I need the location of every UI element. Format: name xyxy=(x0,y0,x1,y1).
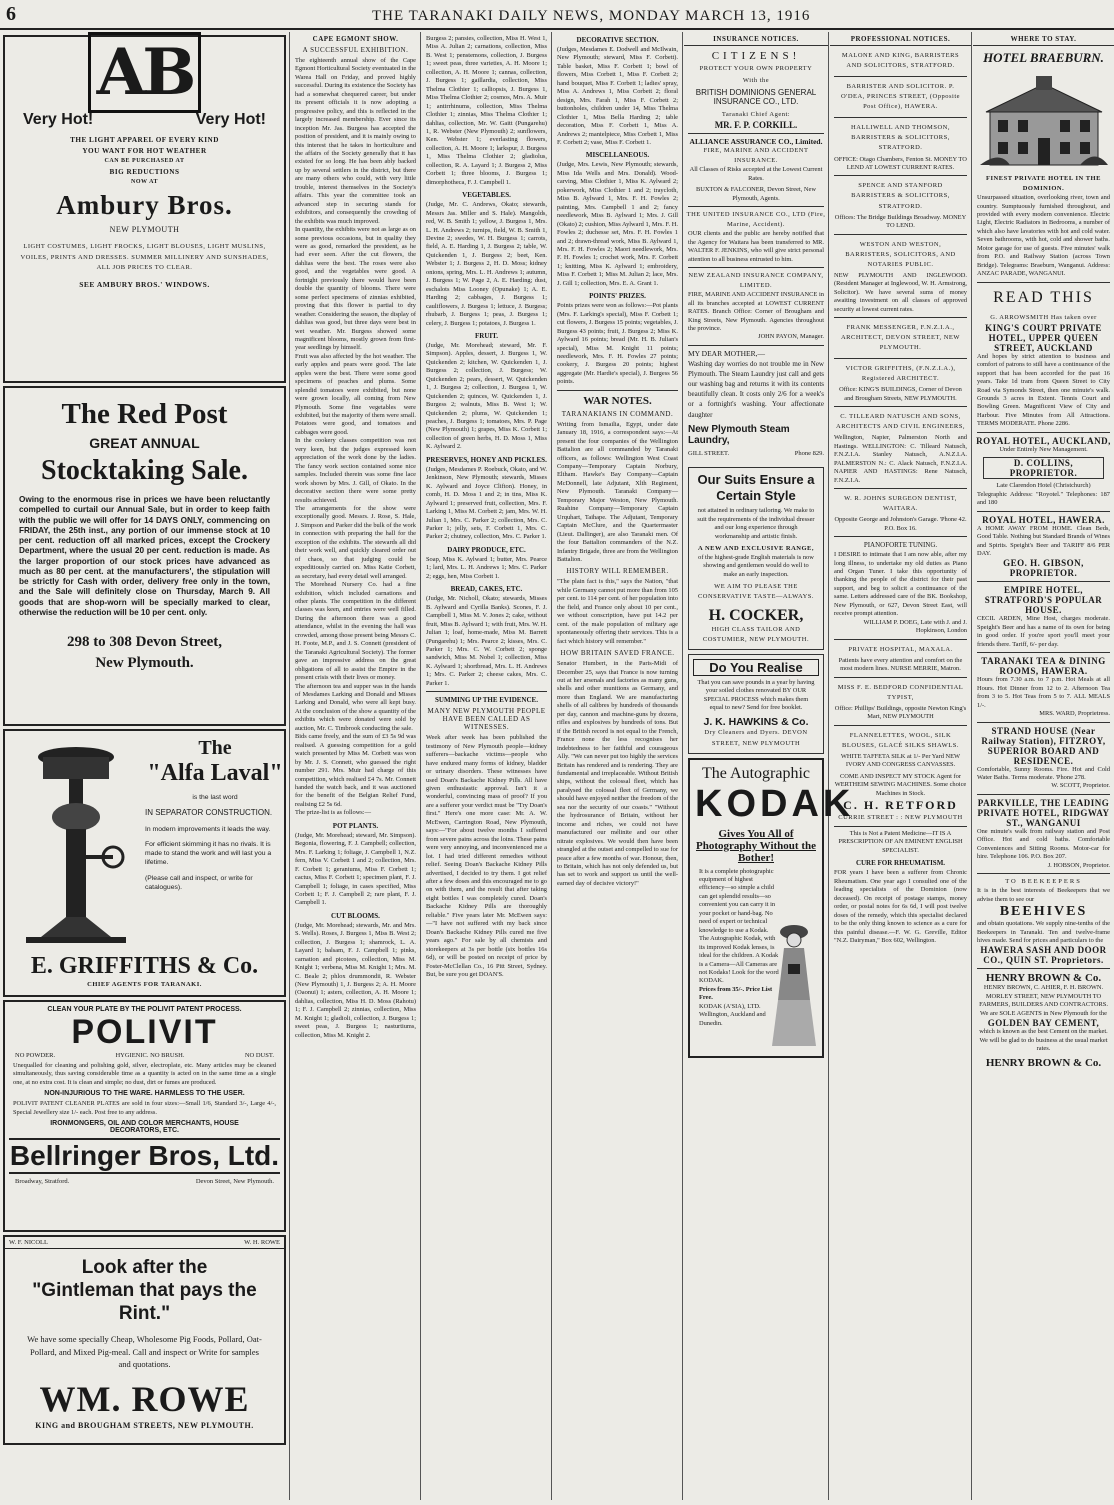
kodak-prices: Prices from 35/-. Price List Free. xyxy=(699,985,773,1002)
red-post-address: 298 to 308 Devon Street, New Plymouth. xyxy=(66,634,223,671)
column-prize-list xyxy=(422,32,552,1500)
arrowsmith: G. ARROWSMITH Has taken over xyxy=(990,313,1097,321)
kings-court-hotel: KING'S COURT PRIVATE HOTEL, UPPER QUEEN STREET, AUCKLAND xyxy=(985,322,1102,353)
notice-piano: I DESIRE to intimate that I am now able, after my long illness, to undertake my old duties as Piano and Organ Tuner. I take this opportunity of thanking the people of the district for their past support, and beg to solicit a continuance of the same. Letters addressed care of the BK. Bookshop, New Plymouth, or 627, Devon Street East, will receive prompt attention. xyxy=(834,551,967,618)
alfa-p3: In modern improvements it leads the way. xyxy=(145,825,271,833)
henry-brown-agents: We are SOLE AGENTS in New Plymouth for the xyxy=(980,1009,1107,1017)
section-heading: CURE FOR RHEUMATISM. xyxy=(855,859,946,868)
alfa-p5: (Please call and inspect, or write for catalogues). xyxy=(145,874,253,891)
section-heading: SUMMING UP THE EVIDENCE. xyxy=(435,696,538,705)
very-hot-right: Very Hot! xyxy=(195,111,266,128)
section-heading: VEGETABLES. xyxy=(462,191,511,200)
section-heading: DECORATIVE SECTION. xyxy=(576,36,659,44)
hotel-braeburn-illustration xyxy=(980,70,1108,170)
alfa-the: The xyxy=(198,737,232,759)
gibson-proprietor: GEO. H. GIBSON, PROPRIETOR. xyxy=(1003,558,1084,579)
strand-house: STRAND HOUSE (Near Railway Station), FITZROY, SUPERIOR BOARD AND RESIDENCE. xyxy=(981,725,1106,766)
kodak-company: KODAK (A'SIA), LTD. Wellington, Auckland and Dunedin. xyxy=(699,1002,766,1027)
notice-johns: W. R. JOHNS SURGEON DENTIST, WAITARA. xyxy=(844,495,957,513)
notice-johns-body: Opposite George and Johnston's Garage. 'Phone 42. P.O. Box 16. xyxy=(834,516,967,532)
beekeepers-heading: TO BEEKEEPERS xyxy=(1005,878,1082,886)
dining-sig: MRS. WARD, Proprietress. xyxy=(1039,710,1110,718)
rowe-body: We have some specially Cheap, Wholesome Pig Foods, Pollard, Oat-Pollard, and Mixed Pig-meal. Call and inspect or Write for samples and quotations. xyxy=(27,1334,262,1370)
royal-body: Under Entirely New Management. xyxy=(999,445,1088,453)
ambury-town: NEW PLYMOUTH xyxy=(109,225,180,235)
ambury-windows: SEE AMBURY BROS.' WINDOWS. xyxy=(79,279,210,289)
polivit-header: CLEAN YOUR PLATE BY THE POLIVIT PATENT PROCESS. xyxy=(47,1006,242,1013)
section-body: "The plain fact is this," says the Nation, "that while Germany cannot put more than from 105 per cent. to 114 per cent. of her population into the field, and France only about 10 per cent., we without conscription, have put 14.2 per cent. of the male population of military age spontaneously offering their services. This is a fact which history will remember." xyxy=(557,578,678,645)
ab-logo: AB xyxy=(9,41,280,105)
parkville-hotel: PARKVILLE, THE LEADING PRIVATE HOTEL, RIDGWAY ST., WANGANUI xyxy=(977,797,1110,828)
divider xyxy=(688,206,824,207)
column-heading: PROFESSIONAL NOTICES. xyxy=(830,35,971,46)
alliance-ad: ALLIANCE ASSURANCE CO., Limited. FIRE, MARINE AND ACCIDENT INSURANCE. All Classes of Risks accepted at the Lowest Current Rates. BUXTON & FALCONER, Devon Street, New Plymouth, Agents. xyxy=(689,137,823,202)
rowe-name: WM. ROWE xyxy=(39,1379,250,1420)
column-where-to-stay xyxy=(973,32,1114,1500)
kodak-body: It is a complete photographic equipment of highest efficiency—so simple a child can get splendid results—so convenient you can carry it in your pocket or hand-bag. No need of expert or technical knowledge to use a Kodak. The Autographic Kodak, with its improved Kodak lenses, is ideal for the children. A Kodak is a Camera—All Cameras are not Kodaks! Look for the word KODAK. xyxy=(699,867,779,985)
war-notes-heading: WAR NOTES. xyxy=(583,394,652,407)
braeburn-caption: FINEST PRIVATE HOTEL IN THE DOMINION. xyxy=(986,175,1101,193)
notice-natusch: C. TILLEARD NATUSCH AND SONS, ARCHITECTS AND CIVIL ENGINEERS, xyxy=(836,413,966,431)
griffiths-name: E. GRIFFITHS & Co. xyxy=(30,953,259,979)
polivit-merchants: IRONMONGERS, OIL AND COLOR MERCHANTS, HOUSE DECORATORS, ETC. xyxy=(50,1120,239,1135)
article-paragraph: The Morehead Nursery Co. had a fine exhibition, which included carnations and other plants. The competition in the different classes was keen, and entries were well filled. During the afternoon there was a good attendance, whilst in the evening the hall was crowded, among those present being Messrs C. H. Foote, M.P., and J. S. Connett (president of the Taranaki Agricultural Society). The former gave an impressive address on the great obligations of all to assist the Empire in the present crisis with their lives or money. xyxy=(295,581,416,682)
section-heading: FRUIT. xyxy=(474,331,498,340)
alfa-laval-ad xyxy=(3,729,286,997)
article-paragraph: Bids came freely, and the sum of £3 5s 9d was realised. A guessing competition for a gold watch presented by Miss M. Corbett was won by Mr. J. S. Connett, who guessed the right number 291. Mrs. Muir had charge of this competition, which realised £4 7s. Mr. Connett handed the watch back, and it was auctioned for the benefit of the Belgian Relief Fund, realising £2 5s 6d. xyxy=(295,733,416,808)
prize-list-intro: The prize-list is as follows:— xyxy=(295,809,371,817)
notice-spence: SPENCE AND STANFORD BARRISTERS & SOLICITORS, STRATFORD. xyxy=(851,182,950,210)
article-title: CAPE EGMONT SHOW. xyxy=(312,35,399,43)
red-post-body: Owing to the enormous rise in prices we have been reluctantly compelled to curtail our Annual Sale, but in order to keep faith with the public we will offer for 14 DAYS ONLY, commencing on FRIDAY, the 25th inst., any portion of our immense stock at 10 per cent. reduction off all marked prices, except the Crockery Department, where the usual 20 per cent. reduction is made. As the larger proportion of our stock prices have advanced as much as 80 per cent. at the manufacturers', the stipulation will be strictly for Cash with order, delivery free only in the town, and the Sale will definitely close on Thursday, March 9. All goods that are shop-worn will be specially marked to clear, otherwise the reduction will be 10 per cent. only. xyxy=(19,495,270,617)
henry-brown-sig: HENRY BROWN & Co. xyxy=(985,1056,1102,1069)
section-heading: PRESERVES, HONEY AND PICKLES. xyxy=(426,455,547,464)
beehives-title: BEEHIVES xyxy=(999,904,1088,920)
golden-bay-cement: GOLDEN BAY CEMENT, xyxy=(987,1018,1100,1029)
polivit-body: Unequalled for cleaning and polishing gold, silver, electroplate, etc. Many articles may be cleaned simultaneously, thus saving considerable time as a quantity is acted on in the same time as a single one, at no extra cost. It is clean and simple; no dust, dirt or fumes are produced. xyxy=(13,1062,276,1086)
ambury-ad xyxy=(3,35,286,383)
collins-proprietor: D. COLLINS, PROPRIETOR. xyxy=(983,457,1104,479)
alfa-laval-title: "Alfa Laval" xyxy=(147,760,283,786)
article-paragraph: Burgess 2; pansies, collection, Miss H. West 1, Miss A. Julian 2; carnations, collection, Miss B. West 1; penstemons, collection, J. Burgess 1; sweet peas, three varieties, A. H. Moore 1; collection, A. H. Moore 1; cannas, collection, J. Burgess 1; gaillardia, collection, Miss Thelma Clothier 1; calliopsis, J. Burgess 1, Miss Thelma Clothier 2; cosmos, Mrs. A. Muir 1; antirrhinums, collection, Miss Thelma Clothier 1; zinnias, Miss Thelma Clothier 1; dahlias, collection, Mr. W. Gaitt (Pungarehu) 1, R. Webster (New Plymouth) 2; sunflowers, Ken. Webster 1; everlasting flowers, collection, A. H. Moore 1; larkspur, J. Burgess 1, Miss Thelma Clothier 2; gladiolus, collection, R. A. Layard 1; J. Burgess 2, Miss Corbett 1; three blooms, J. Burgess 1; dimorphotheca, F. J. Campbell 1. xyxy=(426,35,547,186)
henry-brown-body: HENRY BROWN, C. AHIER, F. H. BROWN. MORLEY STREET, NEW PLYMOUTH TO FARMERS, BUILDERS AND CONTRACTORS. xyxy=(979,984,1108,1009)
bellringer-brand: Bellringer Bros, Ltd. xyxy=(9,1138,280,1174)
notice-rheum-intro: This is Not a Patent Medicine—IT IS A PRESCRIPTION OF AN EMINENT ENGLISH SPECIALIST. xyxy=(838,830,963,854)
section-heading: DAIRY PRODUCE, ETC. xyxy=(447,545,526,554)
ambury-lines: THE LIGHT APPAREL OF EVERY KIND YOU WANT FOR HOT WEATHER CAN BE PURCHASED AT BIG REDUCTIONS NOW AT xyxy=(70,136,219,185)
polivit-features: NO POWDER. HYGIENIC. NO BRUSH. NO DUST. xyxy=(15,1052,274,1059)
column-decorative-war-notes xyxy=(553,32,683,1500)
section-body: (Judge, Mrs. Lewis, New Plymouth; stewards, Miss Ida Wells and Mrs. Donald). Wood-carving, Miss Clothier 1, Miss K. Aylward 2; pokerwork, Miss Clothier 1 and 2; traycloth, Miss B. Aylward 1, Mrs. F. H. Fowles 2; painting, Mrs. Campbell 1 and 2; fancy needlework, Miss B. Aylward 1; Mrs. J. Gill (Okato) 2; cushion, Miss Aylward 1, Mrs. F. H. Fowles 2; duchesse set, Mrs. F. H. Fowles 1 and 2; drawn-thread work, Miss B. Aylward 1, Mrs. F. H. Fowles 2; Maori needlework, Mrs. F. H. Fowles 1; crochet work, Mrs. F. Corbett 1; knitting, Miss K. Aylward 1; embroidery, Miss F. Corbett 1; Miss M. Julian 2; lace, Mrs. J. Gill 1; collection, Mrs. E. A. Grant 1. xyxy=(557,161,678,287)
kodak-logo: KODAK xyxy=(695,782,855,825)
cocker-tailor-ad: Our Suits Ensure a Certain Style not attained in ordinary tailoring. We make to suit the requirements of the individual dresser and our long experience through workmanship and artistic finish. A NEW AND EXCLUSIVE RANGE, of the highest-grade English materials is now showing and gentlemen would do well to make an early inspection. WE AIM TO PLEASE THE CONSERVATIVE TASTE—ALWAYS. H. COCKER, HIGH CLASS TAILOR AND COSTUMIER, NEW PLYMOUTH. xyxy=(688,467,824,650)
nz-insurance-ad: NEW ZEALAND INSURANCE COMPANY, LIMITED. FIRE, MARINE AND ACCIDENT INSURANCE in all its branches accepted at LOWEST CURRENT RATES. Branch Office: Corner of Brougham and King Streets, New Plymouth. Agencies throughout the province. JOHN PAYON, Manager. xyxy=(688,272,824,341)
beekeepers-intro: It is in the best interests of Beekeepers that we advise them to see our xyxy=(977,887,1110,903)
notice-bedford: MISS F. E. BEDFORD CONFIDENTIAL TYPIST, xyxy=(837,683,964,701)
section-body: Writing from Ismailia, Egypt, under date January 18, 1916, a correspondent says:—At present the four companies of the Wellington Battalion are all commanded by Taranaki officers, as follows: Wellington West Coast Company—Temporary Captain Norbury, Eltham. Hawke's Bay Company—Captain McDonnell, late Adjutant, Xlth Regiment, New Plymouth. Taranaki Company—Temporary Major Weston, New Plymouth. Ruahine Company—Temporary Captain Urquhart, Taihape. The Adjutant, Temporary Captain McClure, and the Quartermaster (Lieut. Dallinger), are also Taranaki men. Of the four Battalion commanders of the N.Z. Infantry Brigade, three are from the Wellington Battalion. xyxy=(557,420,678,564)
notice-odea: BARRISTER AND SOLICITOR. P. O'DEA, PRINCES STREET, (Opposite Post Office), HAWERA. xyxy=(840,83,961,111)
notice-hospital-body: Patients have every attention and comfort on the most modern lines. NURSE MERRIE, Matron. xyxy=(838,656,963,673)
article-paragraph: Fruit was also affected by the hot weather. The early apples and pears were good. The late apples were the best. There were some good specimens of peaches and plums. Some splendid tomatoes were exhibited, but none were grown locally, all coming from New Plymouth. Some fine vegetables were exhibited, but the majority of them were small. Potatoes were good, and tomatoes and cabbages were good. xyxy=(295,352,416,436)
notice-flannelettes-body: WHITE TAFFETA SILK at 1/- Per Yard NEW IVORY AND CONGRESS CANVASSES. xyxy=(840,752,961,769)
ambury-brand: Ambury Bros. xyxy=(56,190,233,221)
section-heading: BREAD, CAKES, ETC. xyxy=(450,585,523,594)
article-paragraph: The eighteenth annual show of the Cape Egmont Horticultural Society eventuated in the Warea Hall on Friday, and proved highly successful. During its existence the Society has had a somewhat chequered career, but under its present officials it is now adopting a progressive policy, and this is reflected in the largely increased membership. Ever since its inception Mr. Jas. Burgess has accepted the position of president, and it is mainly owing to this interest that he takes in horticulture and the affairs of the Society generally that it has existed for so long. He has been ably backed up by several settlers in the district, but there are many others who could, with very little trouble, interest themselves in the Society's affairs. This year the committee took an advanced step in securing stands for exhibitors, and consequently the crowding of the exhibits was much improved. xyxy=(295,57,416,225)
very-hot-row xyxy=(23,111,266,129)
notice-weston: WESTON AND WESTON, BARRISTERS, SOLICITORS, AND NOTARIES PUBLIC. xyxy=(845,240,956,268)
section-body: (Judge, Mr. Morehead; steward, Mr. Simpson). Begonia, flowering, F. J. Campbell; collection, Mrs. F. Larking 1; foliage, J. Campbell 1, N.Z. fern, Miss V. Corbett 1 and 2; collection, Mrs. F. Corbett 1; geraniums, Miss F. Corbett 1; cactus, Miss F. Corbett 1; specimen plant, F. J. Campbell 1; foliage, in cases specified, Miss Corbett 1; F. J. Campbell 2; rare plant, F. J. Campbell 1. xyxy=(295,831,416,907)
article-paragraph: In the cookery classes competition was not very keen, but the judges expressed keen appreciation of the work done by the ladies. The fancy work section contained some nice samples. Included therein was some fine lace work shown by Mrs. J. Gill, of Okato. In the decorative section there were some pretty results achieved. xyxy=(295,437,416,504)
section-body: Soap, Miss K. Aylward 1; butter, Mrs. Pearce 1; lard, Mrs. L. H. Andrews 1; Mrs. C. Parker 2; eggs, hen, Miss Corbett 1. xyxy=(426,555,547,580)
divider xyxy=(688,133,824,134)
section-body: (Judge, Mr. Morehead; stewards, Mr. and Mrs. S. Wells). Roses, J. Burgess 1, Miss B. West 2; collection, J. Burgess 1; shamrock, L. A. Layard 1; balsam, F. J. Campbell 1; pinks, carnation and picotees, collection, Miss M. Knight 1; verbena, Miss M. Knight 1; Mrs. M. C. Beale 2; phlox drummondii, R. Webster (New Plymouth) 1, J. Burgess 2; A. H. Moore (Oaonui) 1; asters, collection, A. H. Moore 1; dahlias, collection, Miss H. D. Moss (Rahotu) 1; F. J. Campbell 2; zinnias, collection, Miss M. Knight 1; gladioli, collection, J. Burgess 1; sweet peas, J. Burgess 1; nasturtiums, collection, Miss M. Knight 2. xyxy=(295,921,416,1039)
notice-bedford-body: Office: Phillips' Buildings, opposite Newton King's Mart, NEW PLYMOUTH xyxy=(834,704,967,721)
newspaper-title: THE TARANAKI DAILY NEWS, MONDAY MARCH 13, 1916 xyxy=(372,8,811,24)
tea-dining-rooms: TARANAKI TEA & DINING ROOMS, HAWERA. xyxy=(981,656,1106,677)
section-subheading: TARANAKIANS IN COMMAND. xyxy=(561,409,674,418)
notice-griffiths-body: Office: KING'S BUILDINGS, Corner of Devon and Brougham Streets, NEW PLYMOUTH. xyxy=(839,386,962,402)
rowe-headline-2: "Gintleman that pays the Rint." xyxy=(32,1279,257,1324)
hawkins-cleaners-ad: Do You Realise That you can save pounds in a year by having your soiled clothes renovated BY OUR SPECIAL PROCESS which makes them equal to new? Send for free booklet. J. K. HAWKINS & Co. Dry Cleaners and Dyers. DEVON STREET, NEW PLYMOUTH xyxy=(688,654,824,754)
divider xyxy=(426,691,547,692)
royal-hawera-body: A HOME AWAY FROM HOME. Clean Beds, Good Table. Nothing but Standard Brands of Wines and Spirits. Speight's Beer and TARIFF 8/6 PER DAY. xyxy=(977,524,1110,557)
very-hot-left: Very Hot! xyxy=(23,111,94,128)
notice-flannelettes: FLANNELETTES, WOOL, SILK BLOUSES, GLACÉ SILKS SHAWLS. xyxy=(842,731,959,749)
column-heading: INSURANCE NOTICES. xyxy=(684,35,828,46)
red-post-title: The Red Post xyxy=(61,398,228,430)
kings-court-body: And hopes by strict attention to business and comfort of patrons to still have a continuance of the support that has been accorded for the past 16 years. Take 1d tram from Queen Street to City Road via Symonds Street, then one minute's walk. Grounds 3 acres in Extent. Tennis Court and Bowling Green. Magnificent View of City and Harbour. Five Minutes from All Attractions. TERMS MODERATE. Phone 2286. xyxy=(977,352,1110,428)
rowe-top-names: W. F. NICOLL W. H. ROWE xyxy=(5,1237,284,1249)
section-subheading: HISTORY WILL REMEMBER. xyxy=(566,567,669,576)
henry-brown-title: HENRY BROWN & Co. xyxy=(985,972,1102,985)
retford-name: C. H. RETFORD xyxy=(843,797,958,812)
empire-body: CECIL ARDEN, Mine Host, charges moderate. Speight's Beer and has a name of its own for being in good order. If you're sport you'll meet your friends there. Tariff, 6/- per day. xyxy=(977,615,1110,648)
notice-griffiths: VICTOR GRIFFITHS, (F.N.Z.I.A.), Registered ARCHITECT. xyxy=(845,365,956,383)
polivit-ad xyxy=(3,1000,286,1232)
page-number: 6 xyxy=(6,3,16,25)
dining-body: Hours from 7.30 a.m. to 7 p.m. Hot Meals at all Hours. Hot Dinner from 12 to 2. Afternoon Tea from 3 to 5. Hot Teas from 5 to 7. ALL MEALS 1/-. xyxy=(977,676,1110,709)
red-post-sale: Stocktaking Sale. xyxy=(41,455,248,486)
notice-hospital: PRIVATE HOSPITAL, MAXALA. xyxy=(848,645,953,653)
section-subheading: MANY NEW PLYMOUTH PEOPLE HAVE BEEN CALLED AS WITNESSES. xyxy=(427,707,546,732)
royal-hotel-hawera: ROYAL HOTEL, HAWERA. xyxy=(982,514,1105,525)
royal-hotel-auckland: ROYAL HOTEL, AUCKLAND, xyxy=(976,435,1111,446)
section-heading: POT PLANTS. xyxy=(332,821,379,830)
empire-hotel: EMPIRE HOTEL, STRATFORD'S POPULAR HOUSE. xyxy=(984,585,1103,616)
alfa-laval-text xyxy=(145,737,285,892)
notice-piano-sig: WILLIAM P. DOEG, Late with J. and J. Hopkinson, London xyxy=(863,618,967,635)
article-subtitle: A SUCCESSFUL EXHIBITION. xyxy=(302,46,409,54)
collins-late: Late Clarendon Hotel (Christchurch) xyxy=(996,482,1091,490)
section-heading: POINTS' PRIZES. xyxy=(589,292,646,301)
masthead xyxy=(0,0,1114,30)
kodak-autographic: The Autographic xyxy=(702,764,810,782)
notice-natusch-body: Wellington, Napier, Palmerston North and Hastings. WELLINGTON: C. Tilleard Natusch, F.N.Z.I.A. Stanley Natusch, A.N.Z.I.A. PALMERSTON N.: C. Alack Natusch, F.N.Z.I.A. NAPIER AND HASTINGS: Rene Natusch, F.N.Z.I.A. xyxy=(834,434,967,484)
section-heading: CUT BLOOMS. xyxy=(331,911,380,920)
red-post-subtitle: GREAT ANNUAL xyxy=(89,435,200,451)
column-advertisements xyxy=(0,32,290,1500)
notice-halliwell: HALLIWELL AND THOMSON, BARRISTERS & SOLICITORS, STRATFORD. xyxy=(851,124,950,152)
notice-halliwell-body: OFFICE: Otago Chambers, Fenton St. MONEY TO LEND AT LOWEST CURRENT RATES. xyxy=(834,155,967,171)
hawera-sash-door: HAWERA SASH AND DOOR CO., QUIN ST. Proprietors. xyxy=(980,945,1107,966)
notice-retford-intro: COME AND INSPECT MY STOCK Agent for WERTHEIM SEWING MACHINES. Some choice Machines in Stock. xyxy=(834,772,967,797)
retford-address: CURRIE STREET : : NEW PLYMOUTH xyxy=(838,813,963,821)
rowe-address: KING and BROUGHAM STREETS, NEW PLYMOUTH. xyxy=(35,1421,254,1431)
divider xyxy=(688,267,824,268)
red-post-ad xyxy=(3,386,286,726)
polivit-title: POLIVIT xyxy=(71,1013,218,1051)
kodak-lady-illustration xyxy=(770,920,818,1050)
polivit-non-injurious: NON-INJURIOUS TO THE WARE. HARMLESS TO THE USER. xyxy=(44,1090,245,1098)
polivit-sizes: POLIVIT PATENT CLEANER PLATES are sold in four sizes:—Small 1/6, Standard 3/-, Large 4/-, Special Jewellery size 1/- each. Post free to any address. xyxy=(13,1100,276,1116)
united-ad: THE UNITED INSURANCE CO., LTD (Fire, Marine, Accident). OUR clients and the public are hereby notified that the Agency for Waitara has been transferred to MR. WALTER F. JENKINS, who will give strict personal attention to all business entrusted to him. xyxy=(686,211,826,263)
alfa-p2: IN SEPARATOR CONSTRUCTION. xyxy=(145,808,273,818)
steam-laundry-ad: MY DEAR MOTHER,— Washing day worries do not trouble me in New Plymouth. The Steam Laundry just call and gets our washing bag and returns it with its contents beautifully clean. It costs only 2/6 for a week's or a fortnight's washing. Your affectionate daughter New Plymouth Steam Laundry, GILL STREET. Phone 829. xyxy=(688,348,824,457)
section-body: Points prizes were won as follows:—Pot plants (Mrs. F. Larking's special), Miss F. Corbett 1; cut flowers, J. Burgess 15 points; vegetables, J. Burgess 43 points; fruit, J. Burgess 2; Miss K. Aylward 16 points; bread (Mr. H. B. Julian's special), Miss M. Knight 11 points; needlework, Mrs. F. H. Fowles 27 points; cookery, J. Burgess 20 points; highest aggregate (Mr. Hardie's special), J. Burgess 56 points. xyxy=(557,302,678,386)
section-body: (Judge, Mr. Nicholl, Okato; stewards, Misses B. Aylward and Cyrilla Banks). Scones, F. J. Campbell 1, Miss M. V. Jones 2; cake, without fruit, Miss B. Aylward 1; with fruit, Mrs. W. H. Julian 1; loaf, home-made, Miss M. Barrett (Pungarehu) 1; Mrs. Pearce 2; kisses, Mrs. C. Parker 1; Mrs. C. W. Corbett 2; sponge sandwich, Miss M. Nobel 1; collection, Miss K. Aylward 1; shortbread, Mrs. L. H. Andrews 1; Mrs. C. Parker 2; cheese cakes, Mrs. C. Parker 1. xyxy=(426,595,547,687)
section-body: (Judge, Mr. Morehead; steward, Mr. F. Simpson). Apples, dessert, J. Burgess 1, W. Quickenden 2; kitchen, W. Quickenden 1, J. Burgess 2; collection, J. Burgess; W. Quickenden 2; pears, dessert, W. Quickenden 1, J. Burgess 2; collection, J. Burgess 1, W. Quickenden 2; quinces, W. Quickenden 1, J. Burgess 2; walnuts, Miss B. West 1; W. Quickenden 2; plums, W. Quickenden 1; peaches, J. Burgess 1; tomatoes, Mrs. P. Page (New Plymouth) 1; grapes, Miss K. Corbett 1; collection of green herbs, H. D. Moss 1, Miss K. Aylward 2. xyxy=(426,341,547,451)
column-insurance xyxy=(684,32,855,1500)
alfa-p4: For efficient skimming it has no rivals. It is made to stand the work and will last you a lifetime. xyxy=(145,841,272,867)
read-this-heading: READ THIS xyxy=(993,288,1094,306)
section-subheading: HOW BRITAIN SAVED FRANCE. xyxy=(560,649,675,658)
notice-spence-body: Offices: The Bridge Buildings Broadway. MONEY TO LEND. xyxy=(834,213,967,230)
braeburn-sign: HOTEL BRAEBURN. xyxy=(983,50,1104,65)
kodak-tagline: Gives You All of Photography Without the Bother! xyxy=(695,827,816,864)
beehives-body: and obtain quotations. We supply nine-tenths of the Beekeepers in Taranaki. Ten and twelve-frame hives made. Send for prices and particulars to the xyxy=(977,920,1110,944)
notice-messenger: FRANK MESSENGER, F.N.Z.I.A., ARCHITECT, DEVON STREET, NEW PLYMOUTH. xyxy=(840,323,960,352)
section-body: (Judges, Mesdames P. Roebuck, Okato, and W. Jenkinson, New Plymouth; stewards, Misses K. Aylward and Joyce Clifton). Honey, in comb, H. D. Moss 1 and 2; in tins, Miss K. Aylward 1; preserved fruit, collection, Mrs. F. Larking 1, Miss M. Corbett 2; jam, Mrs. W. H. Julian 1, Mrs. C. Parker 2; collection, Mrs. C. Parker 1; jelly, sets, F. Corbett 1, Mrs. C. Parker 2; chutney, collection, Mrs. C. Parker 1. xyxy=(426,465,547,541)
divider xyxy=(557,390,678,391)
section-heading: MISCELLANEOUS. xyxy=(585,151,650,160)
section-body: (Judge, Mr. C. Andrews, Okato; stewards, Messrs Jas. Miller and S. Hale). Mangolds, red, W. B. Smith 1; yellow, J. Burgess 1, Mrs. L. H. Andrews 2; turnips, field, W. B. Smith 1, Devine 2; swedes, W. H. Burgess 1; carrots, field, A. E. Harding 1, J. Burgess 2; table, W. Quickenden 1, J. Burgess 2; beet, Ken. Webster 1; J. Burgess 2, H. D. Moss; kidney onions, spring, Mrs. L. H. Andrews 1; autumn, J. Burgess 1; W. Page 2, A. E. Harding; dust, eschalots Miss Looney (Opunake) 1; A. E. Harding 2; cabbages, J. Burgess 1; cauliflowers, J. Burgess 1; lettuce, J. Burgess; rhubarb, J. Burgess 1; peas, J. Burgess 1; celery, J. Burgess 1; potatoes, J. Burgess 1. xyxy=(426,201,547,327)
royal-telegraphic: Telegraphic Address: "Royotel." Telephones: 187 and 180 xyxy=(977,490,1110,507)
article-paragraph: In quantity, the exhibits were not as large as on some previous occasions, but in quality they were as good, remarked the president, as he had ever seen. After the cut flowers, the dahlias were the best. The roses were also good, and the vegetables were good. A fortnight previously there would have been double the quantity of blooms. There were some perfect specimens of zinnias exhibited, proving that this flower is partial to dry weather. Considering the season, the display of dahlias was good, but three days were best in wet weather. Mr. Burgess showed some magnificent blooms, mostly grown from first-year seedlings by himself. xyxy=(295,226,416,352)
ambury-items: LIGHT COSTUMES, LIGHT FROCKS, LIGHT BLOUSES, LIGHT MUSLINS, VOILES, PRINTS AND DRESSES. SUMMER MILLINERY AND SUNSHADES, ALL JOB PRICES TO CLEAR. xyxy=(20,243,269,271)
alfa-p1: is the last word xyxy=(192,794,238,801)
cream-separator-illustration xyxy=(21,737,131,947)
kodak-ad xyxy=(688,758,855,1058)
rowe-headline-1: Look after the xyxy=(81,1257,208,1278)
golden-bay-body: which is known as the best Cement on the market. We will be glad to do business at the usual market rates. xyxy=(979,1028,1108,1053)
scott-proprietor: W. SCOTT, Proprietor. xyxy=(1051,782,1110,790)
notice-rheumatism: FOR years I have been a sufferer from Chronic Rheumatism. One year ago I consulted one of the leading specialists of the Dominion (now deceased). On receipt of postage stamps, money order, or postal notes for 6s 6d, I will post twelve doses of the remedy, which this specialist declared to be the only thing known to science as a cure for this painful disease.—F. W. G. Greville, Editor "N.Z. Dairyman," Box 602, Wellington. xyxy=(834,869,967,945)
divider xyxy=(688,345,824,346)
notice-malone: MALONE AND KING, BARRISTERS AND SOLICITORS, STRATFORD. xyxy=(841,52,960,70)
section-body: (Judges, Mesdames E. Dodwell and McIlwain, New Plymouth; steward, Miss F. Corbett). Table basket, Miss F. Corbett 1; bowl of flowers, Miss Corbett 1, Miss F. Corbett 2; hand bouquet, Miss F. Corbett 1; ladies' spray, Miss A. Andrews 1, Miss Corbett 2; floral design, Mrs. Farah 1, Miss F. Corbett 2; buttonholes, children under 14, Miss Thelma Clothier 1, Miss Bella Harding 2; table decoration, Miss F. Corbett 1, Miss A. Andrews 2; mantelpiece, Miss Corbett 1, Miss F. Corbett 2; vase, Miss F. Corbett 1. xyxy=(557,46,678,146)
parkville-body: One minute's walk from railway station and Post Office. Hot and cold baths. Comfortable Conveniences and Sitting Rooms. Motor-car for hire. Telephone 106. P.O. Box 207. xyxy=(977,827,1110,861)
griffiths-agents: CHIEF AGENTS FOR TARANAKI. xyxy=(87,981,202,988)
strand-body: Comfortable, Sunny Rooms. Fire. Hot and Cold Water Baths. Terms moderate. 'Phone 278. xyxy=(977,765,1110,781)
bellringer-locations: Broadway, Stratford. Devon Street, New Plymouth. xyxy=(15,1178,274,1186)
column-heading: WHERE TO STAY. xyxy=(973,35,1114,46)
parkville-sig: J. HOBSON, Proprietor. xyxy=(1047,861,1110,869)
column-cape-egmont xyxy=(291,32,421,1500)
section-body: Week after week has been published the testimony of New Plymouth people—kidney sufferers—backache victims—people who have endured many forms of kidney, bladder or urinary disorders. These witnesses have used Doan's Backache Kidney Pills. All have given enthusiastic approval. Isn't it a wonderful, convincing mass of proof? If you are a sufferer your verdict must be "Try Doan's first." Here's one more case: Mr. A. W. McEwen, Carrington Road, New Plymouth, says:—"For about twelve months I suffered from severe pains across the loins. These pains were very annoying, and inconvenienced me a lot. I had tried different remedies without relief. Seeing Doan's Backache Kidney Pills advertised, I decided to try them. I got relief after a few doses and this encouraged me to go on with them, and the result that after taking eight bottles I was completely cured. Doan's Backache Kidney Pills are thoroughly reliable." Five years later Mr. McEwen says:—"I have not suffered with my back since Doan's Backache Kidney Pills cured me five years ago." For sale by all chemists and storekeepers at 3s per bottle (six bottles 16s 6d), or will be posted on receipt of price by Foster-McClellan Co., 16 Pitt Street, Sydney. But, be sure you get DOAN'S. xyxy=(426,734,547,978)
section-body: Senator Humbert, in the Paris-Midi of December 25, says that France is now turning out at her arsenals and factories as many guns, shells and other munitions as Germany, and more than England. We are manufacturing shells of all calibres by hundreds of thousands per day, cannon and machine-guns by dozens, rifles and explosives by hundreds of tons. But if the British record is not equal to the French, France none the less recognises her indebtedness to her faithful and courageous Ally. "We can never put too highly the services Britain has rendered and is rendering. They are fundamental and irreplaceable. Without British ships, without the colossal fleet, which has paralysed the colossal fleet of Germany, we should have enjoyed neither the freedom of the sea nor the security of our coasts." "Without the hydrosurance of Britain, without her income and riches, we could not have manufactured our mélinite and our other nitrate explosives. We would then have been strangled at the outset and compelled to sue for peace after a few months of war. Honour, then, to Britain, which has not only defended us, but has set to work and support us until the well-earned day of decisive victory!" xyxy=(557,660,678,887)
article-paragraph: The afternoon tea and supper was in the hands of Mesdames Larking and Donald and Misses Larking and Donald, who were all kept busy. At the conclusion of the show a quantity of the exhibits which were donated were sold by auction, Mr. C. Timbrook conducting the sale. xyxy=(295,682,416,732)
rowe-ad xyxy=(3,1235,286,1445)
notice-weston-body: NEW PLYMOUTH AND INGLEWOOD. (Resident Manager at Inglewood, W. H. Armstrong, Solicitor). We have several sums of money awaiting investment on all classes of approved security at lowest current rates. xyxy=(834,271,967,313)
section-heading: PIANOFORTE TUNING. xyxy=(863,541,938,550)
column-professional xyxy=(830,32,972,1500)
citizens-ad: CITIZENS! PROTECT YOUR OWN PROPERTY With the BRITISH DOMINIONS GENERAL INSURANCE CO., LTD. Taranaki Chief Agent: MR. F. P. CORKILL. xyxy=(695,50,817,131)
article-paragraph: The arrangements for the show were exceptionally good. Messrs. J. Rose, S. Hale, J. Simpson and Parker did the bulk of the work in connection with preparing the hall for the exception of the exhibits. The stewards all did their work well, and quickly cleared order out of chaos, so that judging could be expeditiously carried on. Miss Katie Corbett, as secretary, had every detail well arranged. xyxy=(295,505,416,580)
braeburn-body: Unsurpassed situation, overlooking river, town and country. Sumptuously furnished throughout, and provided with every modern convenience. Electric Light, Electric Radiators in Bedrooms, a number of which also have lavatories with hot and cold water. Seven bathrooms, with hot, cold and shower baths. Motor garage for use of guests. Five minutes' walk from P.O. and Railway Station (across Town Bridge). Telegrams: Braeburn, Wanganui. Address: ANZAC PARADE, WANGANUI. xyxy=(977,194,1110,278)
